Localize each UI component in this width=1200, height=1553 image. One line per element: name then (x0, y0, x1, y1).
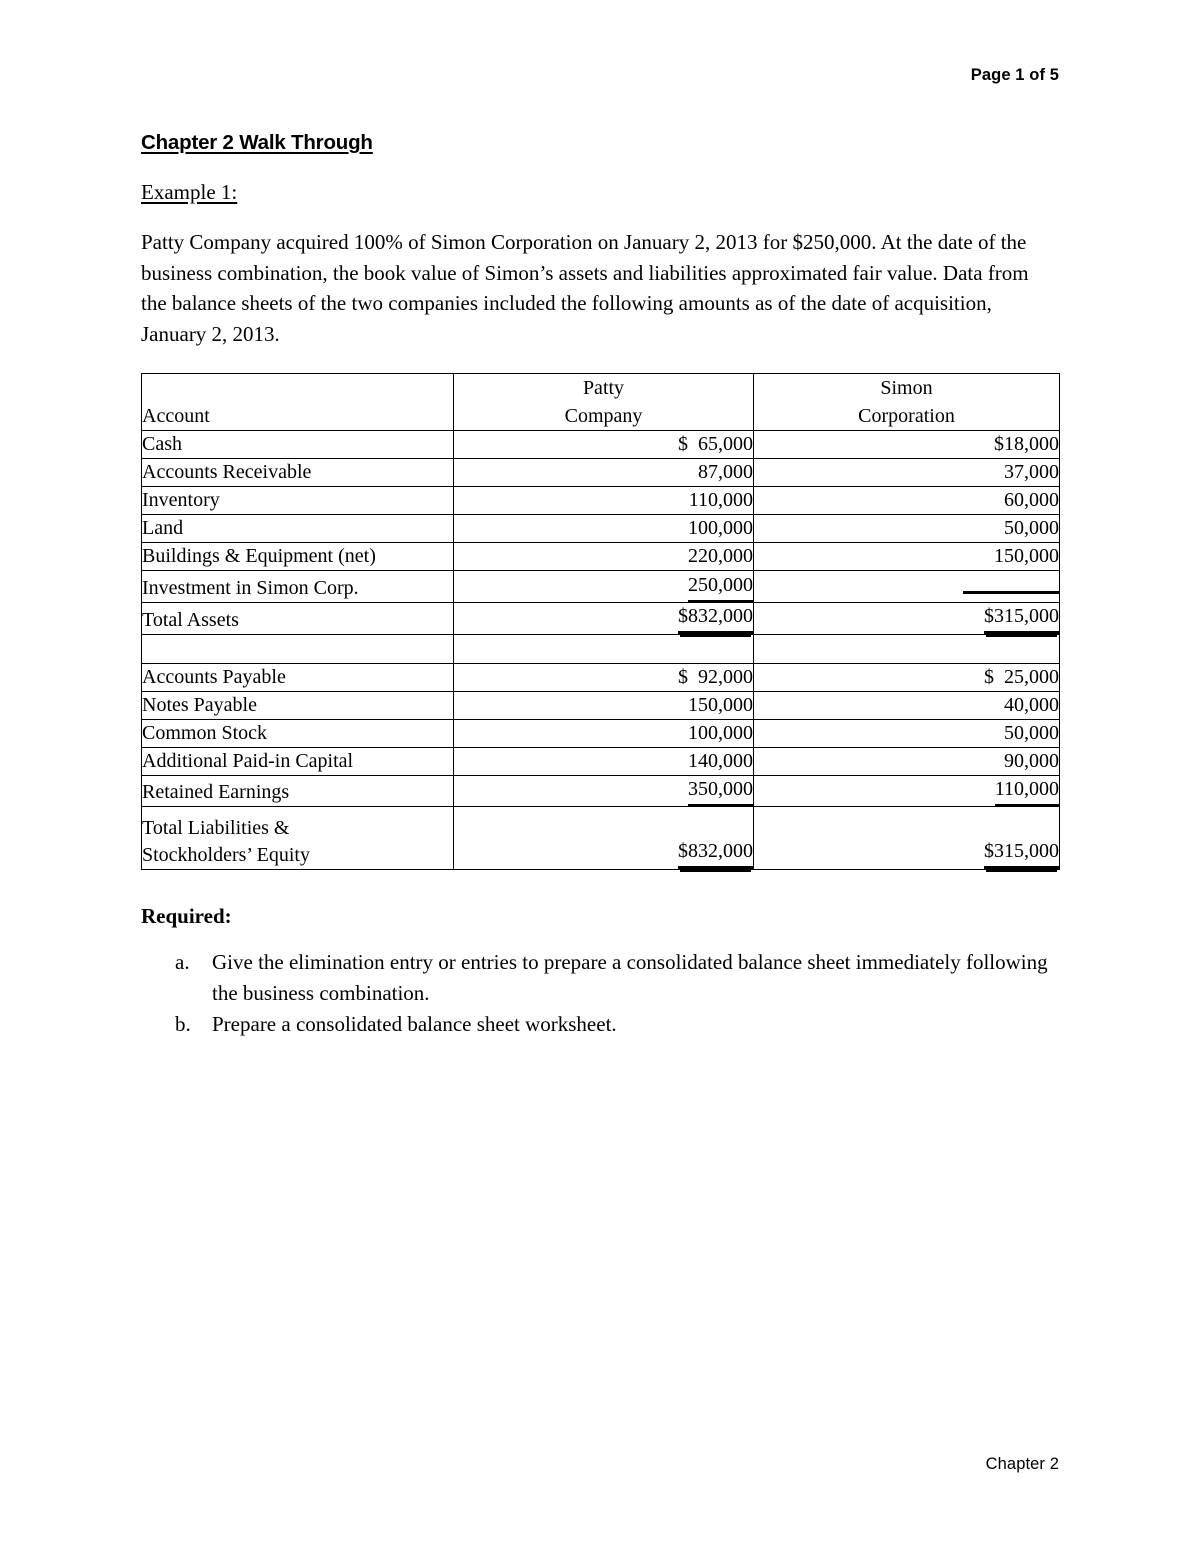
cell-account-label: Retained Earnings (142, 776, 454, 807)
document-body (141, 131, 1059, 1041)
cell-value: 100,000 (688, 517, 753, 539)
cell-simon-value (754, 635, 1060, 664)
column-header-simon-line2: Corporation (858, 405, 955, 427)
balance-sheet-body (142, 431, 1060, 870)
table-spacer-row (142, 635, 1060, 664)
column-header-patty-line1: Patty (582, 377, 625, 399)
cell-value: 100,000 (688, 722, 753, 744)
cell-account-label: Land (142, 515, 454, 543)
cell-value: 140,000 (688, 750, 753, 772)
cell-simon-value (754, 487, 1060, 515)
column-header-patty (454, 374, 754, 431)
cell-value: 250,000 (688, 572, 753, 602)
table-grand-total-row (142, 807, 1060, 870)
table-header-row (142, 374, 1060, 431)
table-row (142, 603, 1060, 635)
cell-simon-value (754, 720, 1060, 748)
table-row (142, 515, 1060, 543)
example-label: Example 1: (141, 180, 238, 204)
required-heading: Required: (141, 904, 232, 928)
cell-value: 150,000 (994, 545, 1059, 567)
subtotal-rule (963, 571, 1059, 594)
cell-value: $ 65,000 (678, 433, 753, 455)
cell-patty-value (454, 431, 754, 459)
cell-account-label: Cash (142, 431, 454, 459)
cell-value: 220,000 (688, 545, 753, 567)
cell-value: $832,000 (678, 603, 753, 634)
cell-value: 350,000 (688, 776, 753, 806)
cell-simon-value (754, 776, 1060, 807)
cell-patty-value (454, 748, 754, 776)
cell-patty-value (454, 720, 754, 748)
cell-simon-value (754, 515, 1060, 543)
cell-patty-value (454, 459, 754, 487)
column-header-account: Account (142, 374, 454, 431)
cell-simon-value (754, 571, 1060, 603)
column-header-simon-line1: Simon (880, 377, 933, 399)
list-item-text: Prepare a consolidated balance sheet worksheet. (212, 1012, 617, 1036)
table-row (142, 459, 1060, 487)
cell-value: 110,000 (688, 489, 753, 511)
cell-patty-value (454, 692, 754, 720)
table-row (142, 431, 1060, 459)
table-row (142, 571, 1060, 603)
cell-account-label: Additional Paid-in Capital (142, 748, 454, 776)
cell-patty-value (454, 807, 754, 870)
cell-simon-value (754, 664, 1060, 692)
list-item (141, 1009, 1059, 1040)
cell-account-label: Inventory (142, 487, 454, 515)
balance-sheet-table (141, 373, 1060, 870)
cell-account-label (142, 635, 454, 664)
cell-value: 110,000 (995, 776, 1059, 806)
cell-simon-value (754, 692, 1060, 720)
cell-patty-value (454, 515, 754, 543)
cell-patty-value (454, 487, 754, 515)
table-row (142, 692, 1060, 720)
cell-account-label: Notes Payable (142, 692, 454, 720)
cell-value: 40,000 (1004, 694, 1059, 716)
cell-value: 87,000 (698, 461, 753, 483)
cell-account-label (142, 807, 454, 870)
table-row (142, 748, 1060, 776)
cell-patty-value (454, 603, 754, 635)
cell-value: $315,000 (984, 838, 1059, 869)
intro-paragraph: Patty Company acquired 100% of Simon Corporation on January 2, 2013 for $250,000. At the date of the business combination, the book value of Simon’s assets and liabilities approximated fair value. Data from the balance sheets of the two companies included the following amounts as of the date of acquisition, January 2, 2013. (141, 230, 1029, 346)
cell-value: 37,000 (1004, 461, 1059, 483)
table-row (142, 487, 1060, 515)
cell-account-label: Buildings & Equipment (net) (142, 543, 454, 571)
cell-account-label: Investment in Simon Corp. (142, 571, 454, 603)
cell-value: $832,000 (678, 838, 753, 869)
cell-account-label: Total Assets (142, 603, 454, 635)
table-row (142, 664, 1060, 692)
cell-simon-value (754, 807, 1060, 870)
cell-patty-value (454, 543, 754, 571)
cell-patty-value (454, 635, 754, 664)
table-row (142, 720, 1060, 748)
list-item-marker: b. (175, 1012, 191, 1036)
list-item (141, 947, 1059, 1008)
cell-simon-value (754, 748, 1060, 776)
cell-account-label: Accounts Receivable (142, 459, 454, 487)
cell-account-label-line2: Stockholders’ Equity (142, 844, 310, 866)
running-head-page-number: Page 1 of 5 (970, 66, 1059, 84)
cell-account-label-line1: Total Liabilities & (142, 817, 290, 839)
cell-patty-value (454, 664, 754, 692)
cell-simon-value (754, 431, 1060, 459)
cell-simon-value (754, 543, 1060, 571)
cell-value: 150,000 (688, 694, 753, 716)
cell-value: $ 92,000 (678, 666, 753, 688)
cell-account-label: Common Stock (142, 720, 454, 748)
cell-value: $18,000 (994, 433, 1059, 455)
page-title: Chapter 2 Walk Through (141, 131, 373, 154)
list-item-text: Give the elimination entry or entries to prepare a consolidated balance sheet immediately following the business combination. (212, 950, 1048, 1005)
column-header-patty-line2: Company (564, 405, 643, 427)
cell-value: $ 25,000 (984, 666, 1059, 688)
cell-value: 50,000 (1004, 517, 1059, 539)
required-list (141, 947, 1059, 1040)
table-row (142, 776, 1060, 807)
column-header-simon (754, 374, 1060, 431)
table-row (142, 543, 1060, 571)
cell-simon-value (754, 603, 1060, 635)
cell-account-label: Accounts Payable (142, 664, 454, 692)
cell-value: 50,000 (1004, 722, 1059, 744)
list-item-marker: a. (175, 950, 190, 974)
cell-patty-value (454, 776, 754, 807)
cell-value: 60,000 (1004, 489, 1059, 511)
cell-simon-value (754, 459, 1060, 487)
running-foot-chapter: Chapter 2 (985, 1455, 1059, 1473)
cell-patty-value (454, 571, 754, 603)
cell-value: $315,000 (984, 603, 1059, 634)
cell-value: 90,000 (1004, 750, 1059, 772)
